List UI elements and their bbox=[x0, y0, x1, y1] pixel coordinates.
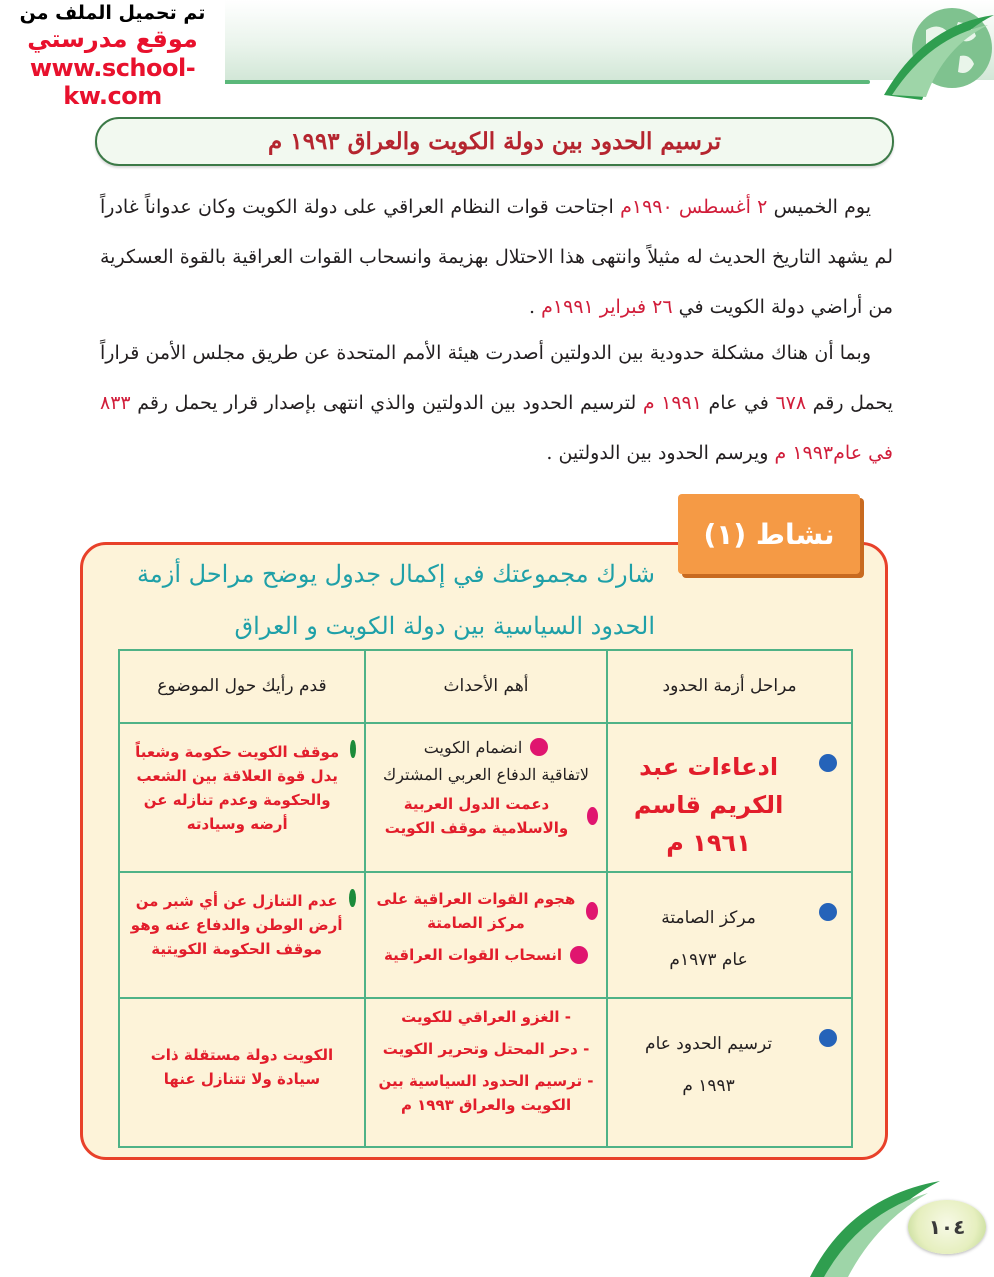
paragraph-2 bbox=[100, 328, 893, 478]
site-url[interactable]: www.school-kw.com bbox=[29, 54, 196, 110]
event-line bbox=[374, 887, 598, 935]
page-number: ١٠٤ bbox=[928, 1215, 966, 1239]
stage-year: ١٩٩٣ م bbox=[682, 1075, 735, 1096]
p2-text-b: في عام bbox=[708, 392, 769, 414]
bullet-icon bbox=[349, 889, 356, 907]
events-cell bbox=[365, 872, 607, 998]
event-line bbox=[374, 738, 598, 757]
stage-text: ترسيم الحدود عام bbox=[645, 1033, 773, 1054]
activity-tab-label: نشاط (١) bbox=[703, 517, 835, 551]
opinion-cell bbox=[119, 872, 365, 998]
event-text: هجوم القوات العراقية على مركز الصامتة bbox=[376, 889, 576, 932]
events-cell bbox=[365, 723, 607, 872]
event-text: - ترسيم الحدود السياسية بين الكويت والعراق ١٩٩٣ م bbox=[378, 1071, 594, 1114]
activity-tab bbox=[678, 494, 860, 574]
bullet-icon bbox=[530, 738, 548, 756]
site-name: موقع مدرستي bbox=[27, 25, 198, 53]
p2-year-1: ١٩٩١ م bbox=[642, 392, 702, 414]
bullet-icon bbox=[819, 754, 837, 772]
p2-text-c: لترسيم الحدود بين الدولتين والذي انتهى بإصدار قرار يحمل رقم bbox=[137, 392, 637, 414]
table-row bbox=[119, 998, 852, 1147]
bullet-icon bbox=[586, 902, 598, 920]
stage-year: عام ١٩٧٣م bbox=[669, 949, 748, 970]
opinion-text: الكويت دولة مستقلة ذات سيادة ولا تتنازل عنها bbox=[150, 1045, 334, 1088]
event-text: - الغزو العراقي للكويت bbox=[401, 1007, 571, 1026]
event-line bbox=[374, 1005, 598, 1029]
opinion-cell bbox=[119, 998, 365, 1147]
bullet-icon bbox=[587, 807, 598, 825]
page-title-text: ترسيم الحدود بين دولة الكويت والعراق ١٩٩٣ م bbox=[267, 128, 722, 155]
p1-date-1: ٢ أغسطس ١٩٩٠م bbox=[620, 196, 768, 218]
page-number-badge bbox=[908, 1200, 986, 1254]
event-text: - دحر المحتل وتحرير الكويت bbox=[382, 1039, 590, 1058]
bullet-icon bbox=[819, 1029, 837, 1047]
bullet-icon bbox=[570, 946, 588, 964]
header-divider bbox=[215, 80, 870, 84]
stage-text: مركز الصامتة bbox=[661, 907, 756, 928]
table-header-row bbox=[119, 650, 852, 723]
opinion-line bbox=[128, 1043, 356, 1091]
paragraph-1 bbox=[100, 182, 893, 332]
event-line bbox=[374, 1069, 598, 1117]
borders-crisis-table bbox=[118, 649, 853, 1148]
event-text: لاتفاقية الدفاع العربي المشترك bbox=[383, 764, 590, 784]
table-row bbox=[119, 872, 852, 998]
event-line bbox=[374, 765, 598, 784]
p1-date-2: ٢٦ فبراير ١٩٩١م bbox=[541, 296, 673, 318]
p2-text-d: ويرسم الحدود بين الدولتين . bbox=[546, 442, 769, 464]
stage-cell bbox=[607, 723, 852, 872]
event-line bbox=[374, 792, 598, 840]
p2-year-2: في عام١٩٩٣ م bbox=[774, 442, 893, 464]
stage-text: ادعاءات عبد الكريم قاسم ١٩٦١ م bbox=[633, 752, 784, 857]
p2-text-a: وبما أن هناك مشكلة حدودية بين الدولتين أصدرت هيئة الأمم المتحدة عن طريق مجلس الأمن قراراً يحمل رقم bbox=[100, 342, 894, 414]
bullet-icon bbox=[350, 740, 356, 758]
table-row bbox=[119, 723, 852, 872]
opinion-cell bbox=[119, 723, 365, 872]
site-watermark bbox=[0, 0, 225, 110]
p1-text-a: يوم الخميس bbox=[773, 196, 871, 218]
opinion-line bbox=[128, 740, 356, 836]
opinion-text: عدم التنازل عن أي شبر من أرض الوطن والدفاع عنه وهو موقف الحكومة الكويتية bbox=[130, 891, 343, 958]
header-events: أهم الأحداث bbox=[365, 650, 607, 723]
p2-resolution-1: ٦٧٨ bbox=[775, 392, 807, 414]
event-text: انسحاب القوات العراقية bbox=[384, 945, 562, 964]
stage-cell bbox=[607, 872, 852, 998]
header-stages: مراحل أزمة الحدود bbox=[607, 650, 852, 723]
p1-text-b: اجتاحت قوات النظام العراقي على دولة الكويت وكان عدواناً غادراً لم يشهد التاريخ الحديث له مثيلاً وانتهى هذا الاحتلال بهزيمة وانسحاب القوات العراقية بالقوة العسكرية من أراضي دولة الكويت في bbox=[100, 196, 893, 318]
globe-decoration-icon bbox=[864, 0, 994, 100]
header-opinion: قدم رأيك حول الموضوع bbox=[119, 650, 365, 723]
activity-instruction: شارك مجموعتك في إكمال جدول يوضح مراحل أزمة الحدود السياسية بين دولة الكويت و العراق bbox=[137, 560, 655, 640]
download-from-label: تم تحميل الملف من bbox=[19, 2, 206, 24]
opinion-line bbox=[128, 889, 356, 961]
page-title bbox=[95, 117, 894, 166]
p1-text-c: . bbox=[529, 296, 536, 318]
opinion-text: موقف الكويت حكومة وشعباً يدل قوة العلاقة بين الشعب والحكومة وعدم تنازله عن أرضه وسيادته bbox=[135, 742, 340, 833]
event-line bbox=[374, 943, 598, 967]
event-text: دعمت الدول العربية والاسلامية موقف الكويت bbox=[384, 794, 569, 837]
bullet-icon bbox=[819, 903, 837, 921]
event-text: انضمام الكويت bbox=[423, 737, 523, 757]
events-cell bbox=[365, 998, 607, 1147]
event-line bbox=[374, 1037, 598, 1061]
p2-resolution-2: ٨٣٣ bbox=[100, 392, 131, 414]
stage-cell bbox=[607, 998, 852, 1147]
